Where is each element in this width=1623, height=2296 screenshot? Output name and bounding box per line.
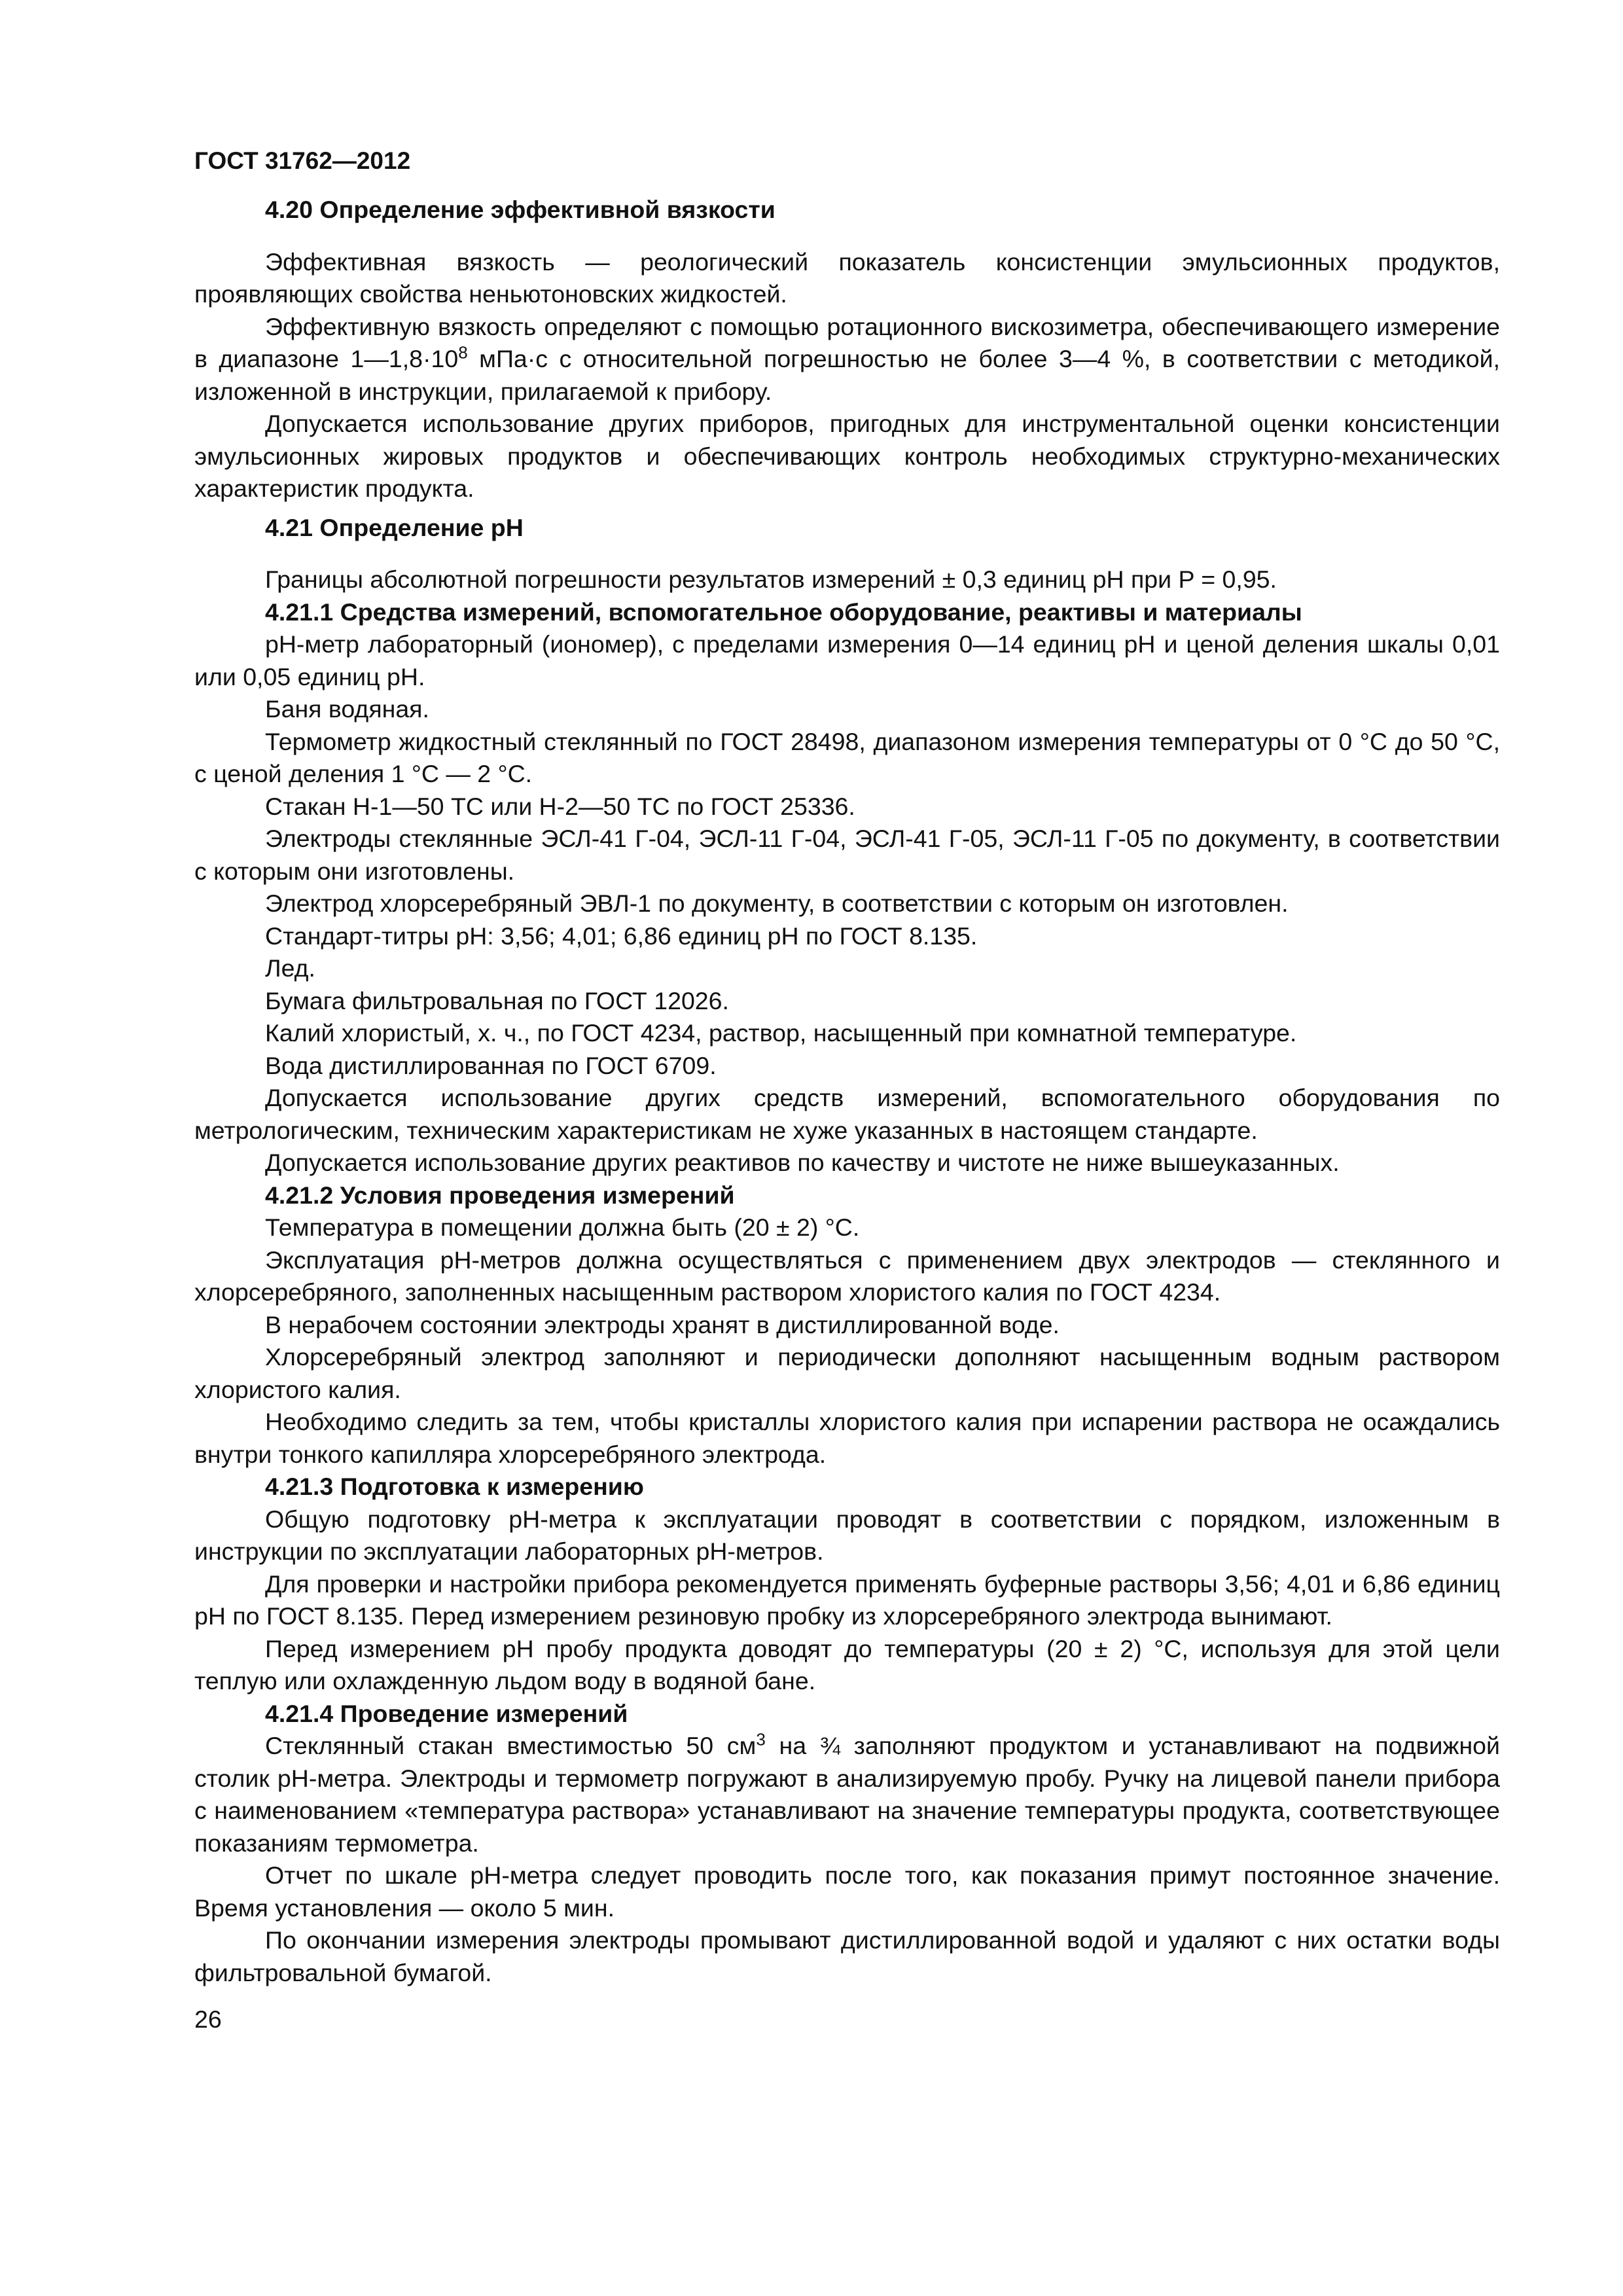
- list-item: pH-метр лабораторный (иономер), с пределами измерения 0—14 единиц pH и ценой деления шкалы 0,01 или 0,05 единиц pH.: [194, 630, 1500, 691]
- list-item: Общую подготовку pH-метра к эксплуатации проводят в соответствии с порядком, изложенным в инструкции по эксплуатации лабораторных pH-метров.: [194, 1505, 1500, 1565]
- list-item: Температура в помещении должна быть (20 ± 2) °С.: [265, 1213, 860, 1241]
- document-page: [194, 145, 1500, 2036]
- list-item: Для проверки и настройки прибора рекомендуется применять буферные растворы 3,56; 4,01 и 6,86 единиц pH по ГОСТ 8.135. Перед измерением резиновую пробку из хлорсеребряного электрода вынимают.: [194, 1570, 1500, 1630]
- list-item: Допускается использование других средств измерений, вспомогательного оборудования по метрологическим, техническим характеристикам не хуже указанных в настоящем стандарте.: [194, 1084, 1500, 1144]
- paragraph: Допускается использование других приборов, пригодных для инструментальной оценки консистенции эмульсионных жировых продуктов и обеспечивающих контроль необходимых структурно-механических характеристик продукта.: [194, 410, 1500, 502]
- section-heading-4-21-3: 4.21.3 Подготовка к измерению: [265, 1473, 644, 1500]
- list-item: Стакан Н-1—50 ТС или Н-2—50 ТС по ГОСТ 25336.: [265, 792, 855, 820]
- paragraph-text: Эффективную вязкость определяют с помощью ротационного вискозиметра, обеспечивающего измерение в диапазоне 1—1,8·10: [194, 312, 1500, 372]
- list-item: Эксплуатация pH-метров должна осуществляться с применением двух электродов — стеклянного и хлорсеребряного, заполненных насыщенным раствором хлористого калия по ГОСТ 4234.: [194, 1246, 1500, 1306]
- list-item: Необходимо следить за тем, чтобы кристаллы хлористого калия при испарении раствора не осаждались внутри тонкого капилляра хлорсеребряного электрода.: [194, 1408, 1500, 1468]
- paragraph: Границы абсолютной погрешности результатов измерений ± 0,3 единиц pH при P = 0,95.: [265, 565, 1277, 593]
- list-item: Хлорсеребряный электрод заполняют и периодически дополняют насыщенным водным раствором хлористого калия.: [194, 1343, 1500, 1403]
- list-item: В нерабочем состоянии электроды хранят в дистиллированной воде.: [265, 1310, 1060, 1338]
- paragraph: По окончании измерения электроды промывают дистиллированной водой и удаляют с них остатки воды фильтровальной бумагой.: [194, 1926, 1500, 1986]
- section-heading-4-20: 4.20 Определение эффективной вязкости: [265, 196, 776, 223]
- exponent: 3: [756, 1729, 766, 1749]
- section-heading-4-21-4: 4.21.4 Проведение измерений: [265, 1699, 628, 1727]
- list-item: Электроды стеклянные ЭСЛ-41 Г-04, ЭСЛ-11 Г-04, ЭСЛ-41 Г-05, ЭСЛ-11 Г-05 по документу, в соответствии с которым они изготовлены.: [194, 825, 1500, 885]
- document-code: ГОСТ 31762—2012: [194, 147, 411, 174]
- list-item: Вода дистиллированная по ГОСТ 6709.: [265, 1051, 717, 1079]
- list-item: Бумага фильтровальная по ГОСТ 12026.: [265, 986, 729, 1014]
- paragraph: Эффективная вязкость — реологический показатель консистенции эмульсионных продуктов, проявляющих свойства неньютоновских жидкостей.: [194, 247, 1500, 308]
- list-item: Калий хлористый, х. ч., по ГОСТ 4234, раствор, насыщенный при комнатной температуре.: [265, 1019, 1297, 1047]
- list-item: Электрод хлорсеребряный ЭВЛ-1 по документу, в соответствии с которым он изготовлен.: [265, 889, 1289, 917]
- paragraph: Отчет по шкале pH-метра следует проводить после того, как показания примут постоянное значение. Время установления — около 5 мин.: [194, 1861, 1500, 1922]
- list-item: Лед.: [265, 954, 315, 982]
- paragraph-text: мПа·с с относительной погрешностью не более 3—4 %, в соответствии с методикой, изложенной в инструкции, прилагаемой к прибору.: [194, 345, 1500, 405]
- list-item: Допускается использование других реактивов по качеству и чистоте не ниже вышеуказанных.: [265, 1149, 1340, 1176]
- list-item: Стандарт-титры pH: 3,56; 4,01; 6,86 единиц pH по ГОСТ 8.135.: [265, 922, 978, 950]
- section-heading-4-21-2: 4.21.2 Условия проведения измерений: [265, 1181, 735, 1209]
- list-item: Термометр жидкостный стеклянный по ГОСТ 28498, диапазоном измерения температуры от 0 °С до 50 °С, с ценой деления 1 °С — 2 °С.: [194, 727, 1500, 787]
- section-heading-4-21-1: 4.21.1 Средства измерений, вспомогательное оборудование, реактивы и материалы: [265, 598, 1302, 626]
- page-number: 26: [194, 2005, 222, 2033]
- document-body: [194, 194, 1500, 2036]
- paragraph-text: Стеклянный стакан вместимостью 50 см: [265, 1732, 757, 1759]
- list-item: Баня водяная.: [265, 695, 429, 723]
- paragraph: [194, 1730, 1500, 1859]
- section-heading-4-21: 4.21 Определение pH: [265, 513, 524, 541]
- list-item: Перед измерением pH пробу продукта доводят до температуры (20 ± 2) °С, используя для этой цели теплую или охлажденную льдом воду в водяной бане.: [194, 1634, 1500, 1695]
- exponent: 8: [458, 342, 468, 363]
- paragraph-text: на ¾ заполняют продуктом и устанавливают на подвижной столик pH-метра. Электроды и термометр погружают в анализируемую пробу. Ручку на лицевой панели прибора с наименованием «температура раствора» устанавливают на значение температуры продукта, соответствующее показаниям термометра.: [194, 1732, 1500, 1857]
- paragraph: [194, 311, 1500, 408]
